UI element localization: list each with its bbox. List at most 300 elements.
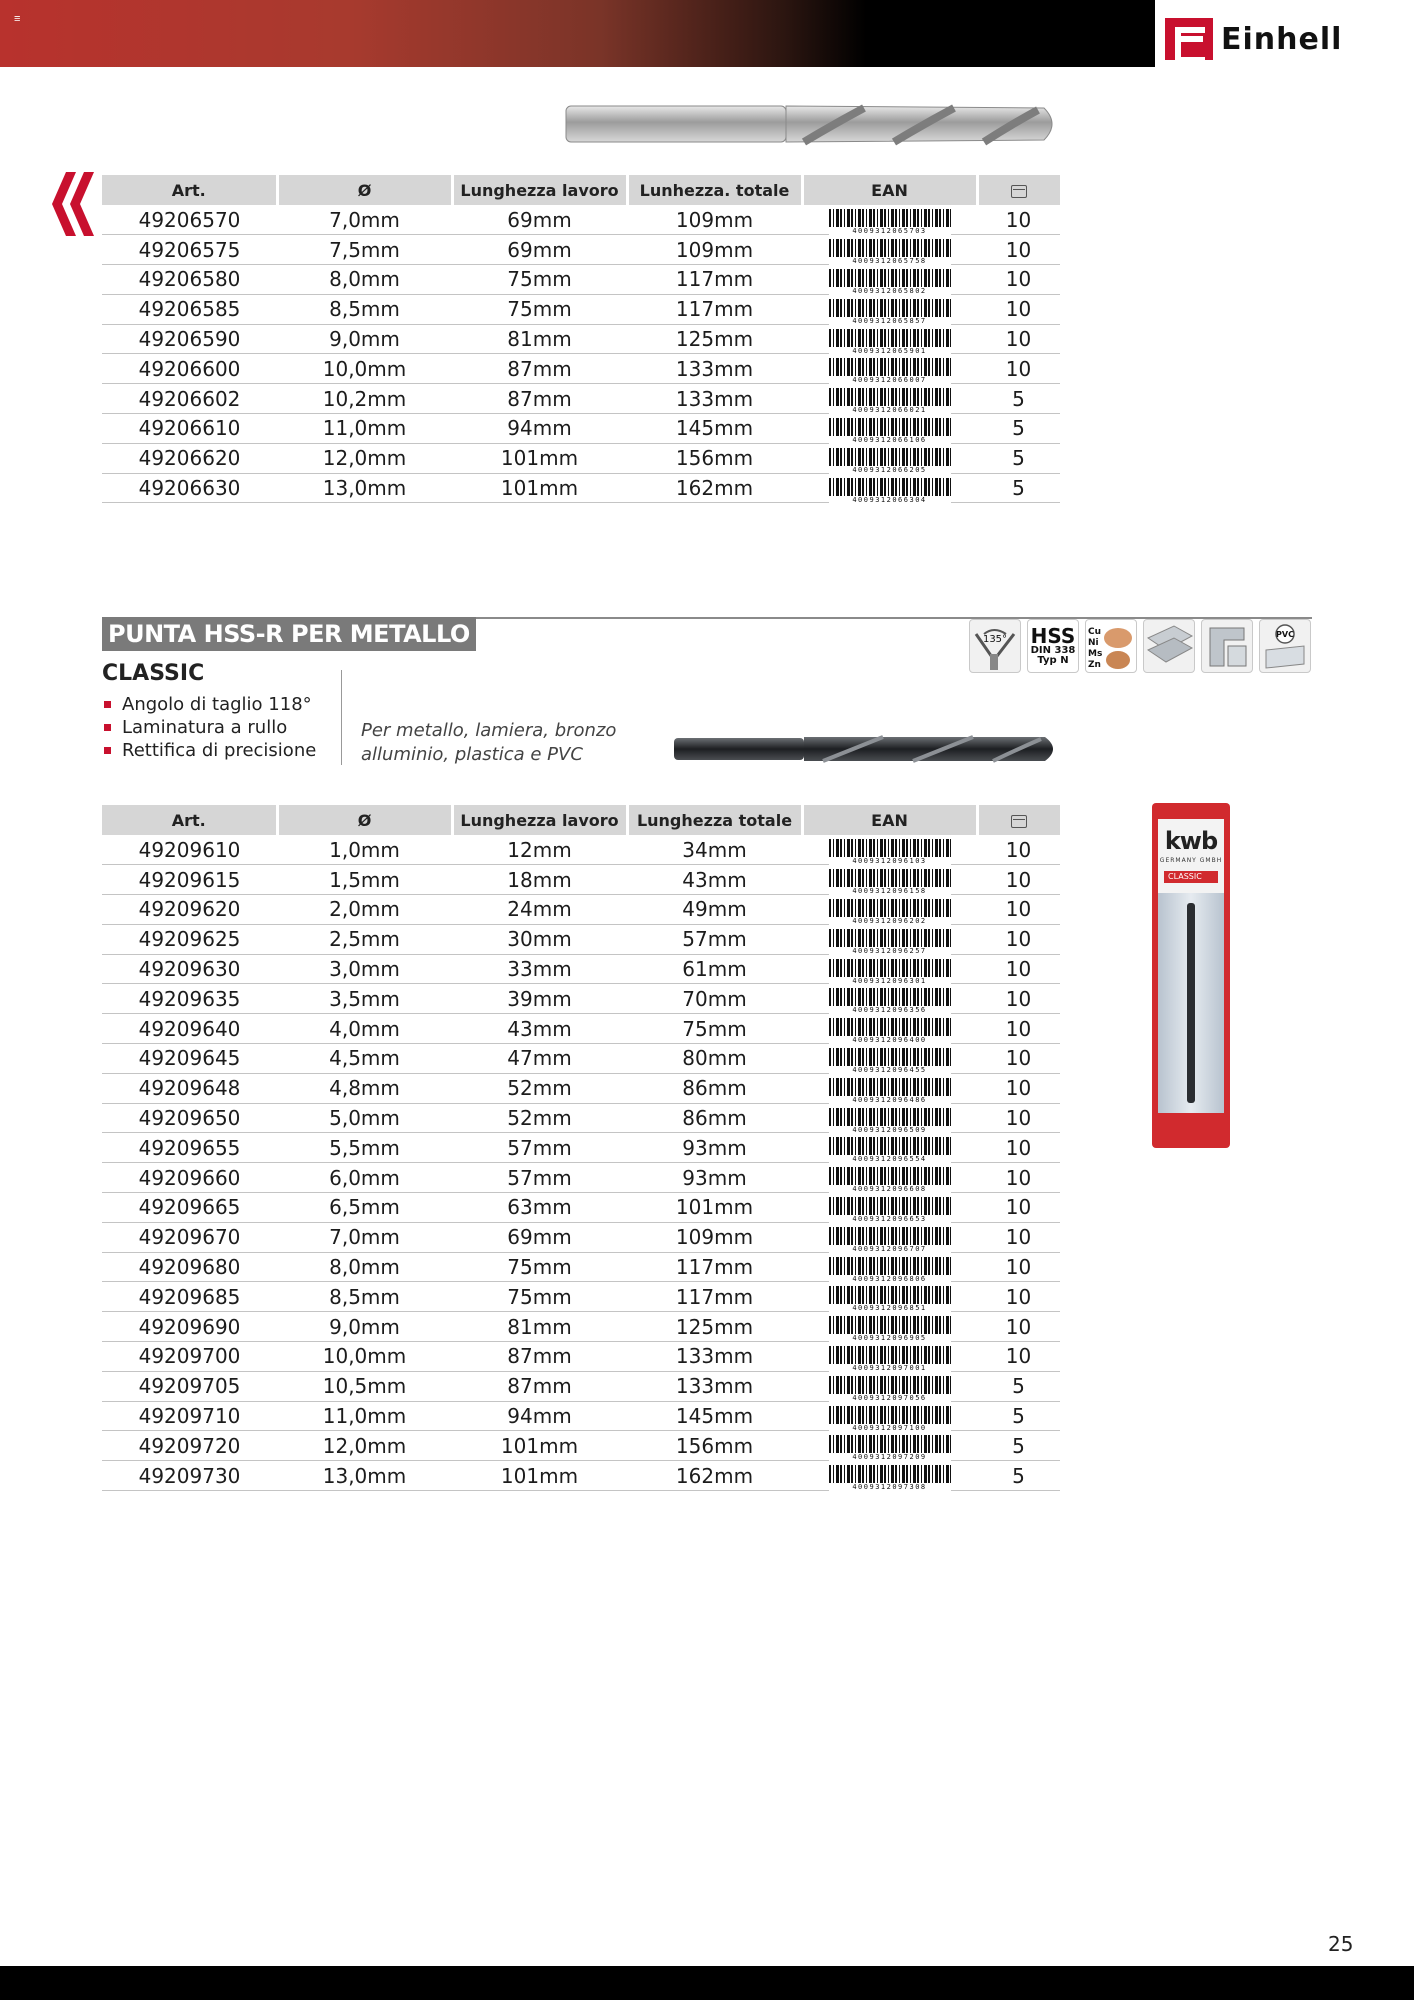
table-row — [102, 1431, 1060, 1461]
ean-number: 4009312097056 — [829, 1394, 951, 1402]
diameter-cell: 9,0mm — [277, 324, 452, 354]
work-length-cell: 47mm — [452, 1044, 627, 1074]
work-length-cell: 69mm — [452, 235, 627, 265]
pack-qty-cell: 10 — [977, 835, 1060, 865]
pack-qty-cell: 5 — [977, 1431, 1060, 1461]
pack-qty-cell: 10 — [977, 1163, 1060, 1193]
diameter-cell: 1,5mm — [277, 865, 452, 895]
diameter-cell: 8,5mm — [277, 1282, 452, 1312]
barcode-image — [829, 1465, 951, 1492]
product-line-title: CLASSIC — [102, 661, 205, 686]
ean-cell — [802, 1044, 977, 1074]
package-label — [1158, 819, 1224, 893]
brand-name: Einhell — [1221, 21, 1343, 57]
total-length-cell: 80mm — [627, 1044, 802, 1074]
art-number-cell: 49209630 — [102, 954, 277, 984]
total-length-cell: 86mm — [627, 1073, 802, 1103]
barcode-image — [829, 239, 951, 266]
table-row — [102, 1222, 1060, 1252]
diameter-cell: 8,0mm — [277, 265, 452, 295]
total-length-cell: 117mm — [627, 265, 802, 295]
work-length-cell: 101mm — [452, 473, 627, 503]
work-length-cell: 43mm — [452, 1014, 627, 1044]
work-length-cell: 18mm — [452, 865, 627, 895]
pack-qty-cell: 10 — [977, 1133, 1060, 1163]
art-number-cell: 49209690 — [102, 1312, 277, 1342]
ean-cell — [802, 924, 977, 954]
ean-cell — [802, 865, 977, 895]
feature-item: Rettifica di precisione — [102, 739, 316, 762]
work-length-cell: 101mm — [452, 1431, 627, 1461]
table-row — [102, 1252, 1060, 1282]
pack-qty-cell: 10 — [977, 1103, 1060, 1133]
table-row — [102, 835, 1060, 865]
pack-qty-cell: 10 — [977, 954, 1060, 984]
pack-qty-cell: 5 — [977, 384, 1060, 414]
ean-number: 4009312096486 — [829, 1096, 951, 1104]
diameter-cell: 8,5mm — [277, 294, 452, 324]
diameter-cell: 11,0mm — [277, 414, 452, 444]
table-row — [102, 954, 1060, 984]
ean-cell — [802, 1342, 977, 1372]
ean-cell — [802, 384, 977, 414]
diameter-cell: 7,0mm — [277, 1222, 452, 1252]
table-row — [102, 354, 1060, 384]
ean-cell — [802, 1193, 977, 1223]
table-row — [102, 984, 1060, 1014]
ean-number: 4009312066205 — [829, 466, 951, 474]
angle-label: 135° — [982, 634, 1008, 645]
barcode-image — [829, 1286, 951, 1313]
total-length-cell: 117mm — [627, 1252, 802, 1282]
ean-cell — [802, 1133, 977, 1163]
col-header-work-length: Lunghezza lavoro — [452, 175, 627, 205]
diameter-cell: 10,0mm — [277, 354, 452, 384]
barcode-image — [829, 1078, 951, 1104]
ean-number: 4009312066304 — [829, 496, 951, 504]
pack-qty-cell: 10 — [977, 1193, 1060, 1223]
barcode-image — [829, 869, 951, 896]
diameter-cell: 10,2mm — [277, 384, 452, 414]
art-number-cell: 49206600 — [102, 354, 277, 384]
work-length-cell: 57mm — [452, 1163, 627, 1193]
total-length-cell: 70mm — [627, 984, 802, 1014]
barcode-image — [829, 1316, 951, 1343]
ean-cell — [802, 443, 977, 473]
barcode-image — [829, 358, 951, 385]
art-number-cell: 49206620 — [102, 443, 277, 473]
pack-qty-cell: 10 — [977, 1014, 1060, 1044]
footer-bar — [0, 1966, 1414, 2000]
table-row — [102, 1044, 1060, 1074]
work-length-cell: 75mm — [452, 1252, 627, 1282]
table-row — [102, 865, 1060, 895]
metals-icon — [1085, 619, 1137, 673]
ean-number: 4009312096202 — [829, 917, 951, 925]
art-number-cell: 49209655 — [102, 1133, 277, 1163]
ean-cell — [802, 414, 977, 444]
feature-list — [102, 693, 316, 762]
art-number-cell: 49209648 — [102, 1073, 277, 1103]
total-length-cell: 93mm — [627, 1133, 802, 1163]
table-row — [102, 1014, 1060, 1044]
barcode-image — [829, 329, 951, 355]
table-row — [102, 1371, 1060, 1401]
diameter-cell: 2,5mm — [277, 924, 452, 954]
diameter-cell: 3,5mm — [277, 984, 452, 1014]
ean-number: 4009312096608 — [829, 1185, 951, 1193]
pack-qty-cell: 10 — [977, 1252, 1060, 1282]
barcode-image — [829, 1018, 951, 1045]
table-row — [102, 1103, 1060, 1133]
diameter-cell: 5,5mm — [277, 1133, 452, 1163]
art-number-cell: 49209730 — [102, 1461, 277, 1491]
total-length-cell: 109mm — [627, 205, 802, 235]
ean-number: 4009312066106 — [829, 436, 951, 444]
pack-qty-cell: 10 — [977, 1342, 1060, 1372]
total-length-cell: 156mm — [627, 443, 802, 473]
barcode-image — [829, 1048, 951, 1074]
work-length-cell: 52mm — [452, 1073, 627, 1103]
product-package-image — [1152, 803, 1230, 1148]
art-number-cell: 49209610 — [102, 835, 277, 865]
ean-number: 4009312066021 — [829, 406, 951, 414]
work-length-cell: 87mm — [452, 1371, 627, 1401]
art-number-cell: 49209700 — [102, 1342, 277, 1372]
diameter-cell: 12,0mm — [277, 443, 452, 473]
ean-number: 4009312096851 — [829, 1304, 951, 1312]
pack-qty-cell: 10 — [977, 895, 1060, 925]
work-length-cell: 75mm — [452, 265, 627, 295]
barcode-image — [829, 1137, 951, 1164]
total-length-cell: 133mm — [627, 384, 802, 414]
total-length-cell: 93mm — [627, 1163, 802, 1193]
diameter-cell: 6,5mm — [277, 1193, 452, 1223]
feature-icons — [969, 619, 1311, 673]
spec-table-2 — [102, 805, 1060, 1491]
work-length-cell: 30mm — [452, 924, 627, 954]
table-row — [102, 1342, 1060, 1372]
barcode-image — [829, 1167, 951, 1194]
total-length-cell: 34mm — [627, 835, 802, 865]
package-brand: kwb — [1164, 827, 1218, 855]
diameter-cell: 3,0mm — [277, 954, 452, 984]
total-length-cell: 109mm — [627, 235, 802, 265]
diameter-cell: 1,0mm — [277, 835, 452, 865]
ean-number: 4009312096103 — [829, 857, 951, 865]
diameter-cell: 4,8mm — [277, 1073, 452, 1103]
total-length-cell: 57mm — [627, 924, 802, 954]
work-length-cell: 75mm — [452, 294, 627, 324]
typ-label: Typ N — [1037, 655, 1069, 666]
black-drill-bit-image — [673, 732, 1063, 766]
total-length-cell: 43mm — [627, 865, 802, 895]
package-line: CLASSIC — [1164, 871, 1218, 883]
col-header-work-length: Lunghezza lavoro — [452, 805, 627, 835]
menu-icon[interactable]: ≡ — [14, 13, 21, 25]
table-row — [102, 235, 1060, 265]
work-length-cell: 87mm — [452, 354, 627, 384]
pack-qty-cell: 10 — [977, 354, 1060, 384]
ean-cell — [802, 1401, 977, 1431]
total-length-cell: 117mm — [627, 294, 802, 324]
diameter-cell: 6,0mm — [277, 1163, 452, 1193]
chevron-left-icon — [52, 172, 94, 236]
ean-number: 4009312065857 — [829, 317, 951, 325]
col-header-diameter: Ø — [277, 805, 452, 835]
barcode-image — [829, 1435, 951, 1462]
metal-label: Ni — [1088, 638, 1099, 648]
art-number-cell: 49209620 — [102, 895, 277, 925]
work-length-cell: 101mm — [452, 1461, 627, 1491]
package-subbrand: GERMANY GMBH — [1159, 857, 1223, 864]
total-length-cell: 86mm — [627, 1103, 802, 1133]
ean-cell — [802, 354, 977, 384]
pack-qty-cell: 10 — [977, 1312, 1060, 1342]
din-label: DIN 338 — [1030, 645, 1076, 656]
ean-cell — [802, 473, 977, 503]
table-row — [102, 294, 1060, 324]
table-header-row — [102, 175, 1060, 205]
ean-number: 4009312096554 — [829, 1155, 951, 1163]
ean-cell — [802, 1252, 977, 1282]
ean-cell — [802, 1014, 977, 1044]
ean-cell — [802, 1431, 977, 1461]
metal-label: Zn — [1088, 660, 1101, 670]
einhell-logo-icon — [1165, 18, 1213, 60]
ean-number: 4009312066007 — [829, 376, 951, 384]
total-length-cell: 133mm — [627, 354, 802, 384]
ean-cell — [802, 1163, 977, 1193]
work-length-cell: 24mm — [452, 895, 627, 925]
total-length-cell: 125mm — [627, 324, 802, 354]
diameter-cell: 8,0mm — [277, 1252, 452, 1282]
work-length-cell: 39mm — [452, 984, 627, 1014]
total-length-cell: 61mm — [627, 954, 802, 984]
metal-label: Ms — [1088, 649, 1103, 659]
total-length-cell: 117mm — [627, 1282, 802, 1312]
pack-qty-cell: 5 — [977, 443, 1060, 473]
diameter-cell: 11,0mm — [277, 1401, 452, 1431]
ean-number: 4009312096158 — [829, 887, 951, 895]
art-number-cell: 49206610 — [102, 414, 277, 444]
ean-number: 4009312096707 — [829, 1245, 951, 1253]
barcode-image — [829, 1108, 951, 1134]
work-length-cell: 63mm — [452, 1193, 627, 1223]
ean-cell — [802, 265, 977, 295]
total-length-cell: 101mm — [627, 1193, 802, 1223]
table-row — [102, 473, 1060, 503]
usage-line: alluminio, plastica e PVC — [361, 744, 583, 765]
diameter-cell: 10,5mm — [277, 1371, 452, 1401]
einhell-logo — [1165, 18, 1380, 60]
barcode-image — [829, 988, 951, 1015]
art-number-cell: 49206570 — [102, 205, 277, 235]
vertical-divider — [341, 670, 342, 765]
section-title: PUNTA HSS-R PER METALLO — [102, 617, 476, 651]
work-length-cell: 57mm — [452, 1133, 627, 1163]
pack-qty-cell: 10 — [977, 924, 1060, 954]
ean-cell — [802, 235, 977, 265]
work-length-cell: 12mm — [452, 835, 627, 865]
ean-cell — [802, 835, 977, 865]
col-header-ean: EAN — [802, 805, 977, 835]
pack-qty-cell: 5 — [977, 473, 1060, 503]
feature-item: Laminatura a rullo — [102, 716, 316, 739]
pack-qty-cell: 10 — [977, 865, 1060, 895]
barcode-image — [829, 839, 951, 866]
art-number-cell: 49206590 — [102, 324, 277, 354]
art-number-cell: 49206630 — [102, 473, 277, 503]
art-number-cell: 49209705 — [102, 1371, 277, 1401]
work-length-cell: 52mm — [452, 1103, 627, 1133]
usage-text — [361, 719, 621, 767]
diameter-cell: 12,0mm — [277, 1431, 452, 1461]
pack-qty-cell: 10 — [977, 1282, 1060, 1312]
metal-label: Cu — [1088, 627, 1102, 637]
work-length-cell: 94mm — [452, 1401, 627, 1431]
ean-cell — [802, 1312, 977, 1342]
art-number-cell: 49209635 — [102, 984, 277, 1014]
art-number-cell: 49209710 — [102, 1401, 277, 1431]
work-length-cell: 81mm — [452, 324, 627, 354]
ean-number: 4009312096653 — [829, 1215, 951, 1223]
diameter-cell: 10,0mm — [277, 1342, 452, 1372]
ean-cell — [802, 205, 977, 235]
pack-qty-cell: 10 — [977, 324, 1060, 354]
profile-metal-icon — [1201, 619, 1253, 673]
pack-qty-cell: 10 — [977, 235, 1060, 265]
barcode-image — [829, 1376, 951, 1402]
art-number-cell: 49209680 — [102, 1252, 277, 1282]
table-row — [102, 384, 1060, 414]
ean-number: 4009312096356 — [829, 1006, 951, 1014]
table-row — [102, 1073, 1060, 1103]
pack-qty-cell: 10 — [977, 1222, 1060, 1252]
hss-din-icon — [1027, 619, 1079, 673]
art-number-cell: 49209720 — [102, 1431, 277, 1461]
pack-qty-cell: 5 — [977, 414, 1060, 444]
diameter-cell: 13,0mm — [277, 1461, 452, 1491]
barcode-image — [829, 899, 951, 925]
ean-cell — [802, 1371, 977, 1401]
diameter-cell: 4,5mm — [277, 1044, 452, 1074]
total-length-cell: 162mm — [627, 1461, 802, 1491]
pvc-icon — [1259, 619, 1311, 673]
pvc-label: PVC — [1276, 630, 1294, 639]
barcode-image — [829, 299, 951, 325]
ean-cell — [802, 984, 977, 1014]
barcode-image — [829, 1346, 951, 1372]
pack-qty-cell: 10 — [977, 205, 1060, 235]
header-bar — [0, 0, 1155, 67]
ean-number: 4009312065901 — [829, 347, 951, 355]
table-row — [102, 924, 1060, 954]
package-icon — [1011, 185, 1027, 198]
diameter-cell: 7,0mm — [277, 205, 452, 235]
art-number-cell: 49209685 — [102, 1282, 277, 1312]
barcode-image — [829, 448, 951, 474]
col-header-diameter: Ø — [277, 175, 452, 205]
sheet-metal-icon — [1143, 619, 1195, 673]
ean-cell — [802, 895, 977, 925]
table-header-row — [102, 805, 1060, 835]
art-number-cell: 49206575 — [102, 235, 277, 265]
table-row — [102, 895, 1060, 925]
ean-cell — [802, 1461, 977, 1491]
art-number-cell: 49209625 — [102, 924, 277, 954]
silver-drill-bit-image — [564, 100, 1062, 148]
pack-qty-cell: 10 — [977, 1073, 1060, 1103]
usage-line: Per metallo, lamiera, bronzo — [361, 720, 617, 741]
work-length-cell: 87mm — [452, 384, 627, 414]
diameter-cell: 4,0mm — [277, 1014, 452, 1044]
total-length-cell: 162mm — [627, 473, 802, 503]
diameter-cell: 5,0mm — [277, 1103, 452, 1133]
spec-table-1 — [102, 175, 1060, 503]
diameter-cell: 7,5mm — [277, 235, 452, 265]
ean-number: 4009312065703 — [829, 227, 951, 235]
art-number-cell: 49209615 — [102, 865, 277, 895]
art-number-cell: 49209645 — [102, 1044, 277, 1074]
ean-number: 4009312096806 — [829, 1275, 951, 1283]
pack-qty-cell: 10 — [977, 265, 1060, 295]
barcode-image — [829, 1227, 951, 1253]
pack-qty-cell: 10 — [977, 1044, 1060, 1074]
table-row — [102, 1282, 1060, 1312]
diameter-cell: 13,0mm — [277, 473, 452, 503]
pack-qty-cell: 10 — [977, 294, 1060, 324]
ean-number: 4009312096301 — [829, 977, 951, 985]
work-length-cell: 101mm — [452, 443, 627, 473]
pack-qty-cell: 10 — [977, 984, 1060, 1014]
work-length-cell: 33mm — [452, 954, 627, 984]
work-length-cell: 75mm — [452, 1282, 627, 1312]
work-length-cell: 69mm — [452, 205, 627, 235]
col-header-ean: EAN — [802, 175, 977, 205]
package-drill-bit — [1187, 903, 1195, 1103]
barcode-image — [829, 1257, 951, 1283]
barcode-image — [829, 1197, 951, 1223]
barcode-image — [829, 478, 951, 504]
ean-cell — [802, 294, 977, 324]
table-row — [102, 443, 1060, 473]
ean-number: 4009312096455 — [829, 1066, 951, 1074]
total-length-cell: 156mm — [627, 1431, 802, 1461]
col-header-total-length: Lunhezza. totale — [627, 175, 802, 205]
diameter-cell: 9,0mm — [277, 1312, 452, 1342]
table-row — [102, 265, 1060, 295]
total-length-cell: 145mm — [627, 414, 802, 444]
art-number-cell: 49206585 — [102, 294, 277, 324]
pack-qty-cell: 5 — [977, 1401, 1060, 1431]
ean-number: 4009312097100 — [829, 1424, 951, 1432]
total-length-cell: 75mm — [627, 1014, 802, 1044]
cutting-angle-icon — [969, 619, 1021, 673]
barcode-image — [829, 929, 951, 955]
feature-item: Angolo di taglio 118° — [102, 693, 316, 716]
total-length-cell: 145mm — [627, 1401, 802, 1431]
col-header-art: Art. — [102, 805, 277, 835]
ean-cell — [802, 324, 977, 354]
barcode-image — [829, 1406, 951, 1432]
total-length-cell: 133mm — [627, 1342, 802, 1372]
table-row — [102, 1133, 1060, 1163]
table-row — [102, 1193, 1060, 1223]
page-number: 25 — [1328, 1932, 1354, 1956]
barcode-image — [829, 269, 951, 295]
ean-number: 4009312097209 — [829, 1453, 951, 1461]
